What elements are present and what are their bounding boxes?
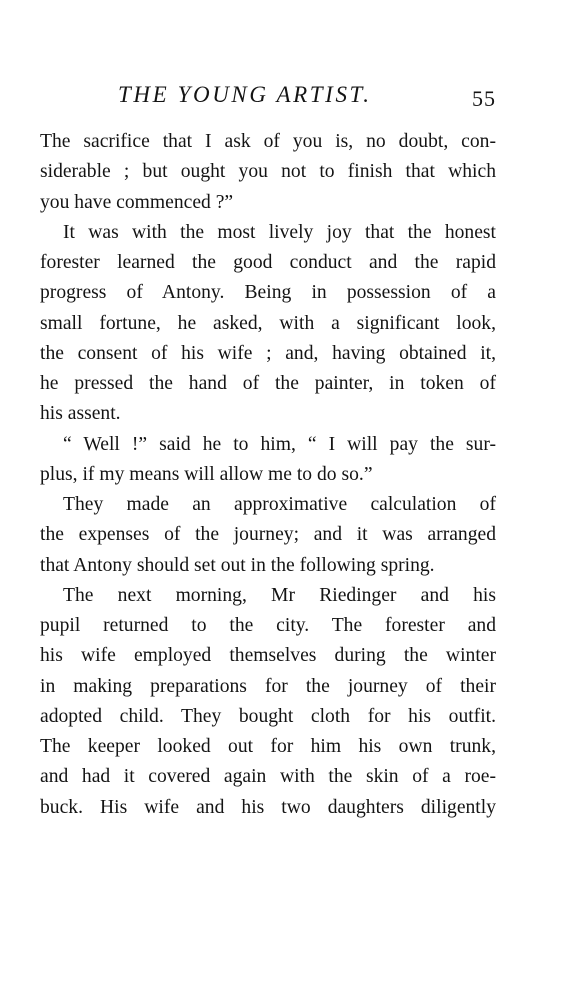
text-line: the consent of his wife ; and, having obtained it, bbox=[40, 342, 496, 364]
text-line: It was with the most lively joy that the honest bbox=[63, 221, 496, 243]
text-line: plus, if my means will allow me to do so.” bbox=[40, 463, 373, 485]
body-text bbox=[40, 127, 496, 823]
text-line: forester learned the good conduct and the rapid bbox=[40, 252, 496, 273]
text-line: his wife employed themselves during the winter bbox=[40, 645, 496, 667]
running-title: THE YOUNG ARTIST. bbox=[118, 82, 372, 107]
text-line: in making preparations for the journey of their bbox=[40, 675, 496, 697]
text-line: his assent. bbox=[40, 403, 121, 425]
text-line: you have commenced ?” bbox=[40, 191, 234, 213]
page-number: 55 bbox=[472, 86, 496, 111]
text-line: They made an approximative calculation of bbox=[63, 494, 496, 515]
text-line: The next morning, Mr Riedinger and his bbox=[63, 584, 496, 606]
text-line: and had it covered again with the skin of a roe- bbox=[40, 766, 496, 788]
text-line: The sacrifice that I ask of you is, no doubt, con- bbox=[40, 131, 496, 152]
text-line: progress of Antony. Being in possession of a bbox=[40, 282, 496, 304]
text-line: The keeper looked out for him his own trunk, bbox=[40, 736, 496, 757]
text-line: pupil returned to the city. The forester and bbox=[40, 615, 496, 636]
text-line: that Antony should set out in the following spring. bbox=[40, 554, 435, 576]
text-line: siderable ; but ought you not to finish that which bbox=[40, 161, 496, 183]
text-line: small fortune, he asked, with a significant look, bbox=[40, 312, 496, 334]
text-line: the expenses of the journey; and it was arranged bbox=[40, 524, 496, 546]
text-line: adopted child. They bought cloth for his outfit. bbox=[40, 705, 496, 727]
text-line: he pressed the hand of the painter, in token of bbox=[40, 373, 496, 394]
text-line: buck. His wife and his two daughters diligently bbox=[40, 796, 496, 818]
text-line: “ Well !” said he to him, “ I will pay the sur- bbox=[63, 433, 496, 455]
running-head bbox=[40, 82, 496, 116]
